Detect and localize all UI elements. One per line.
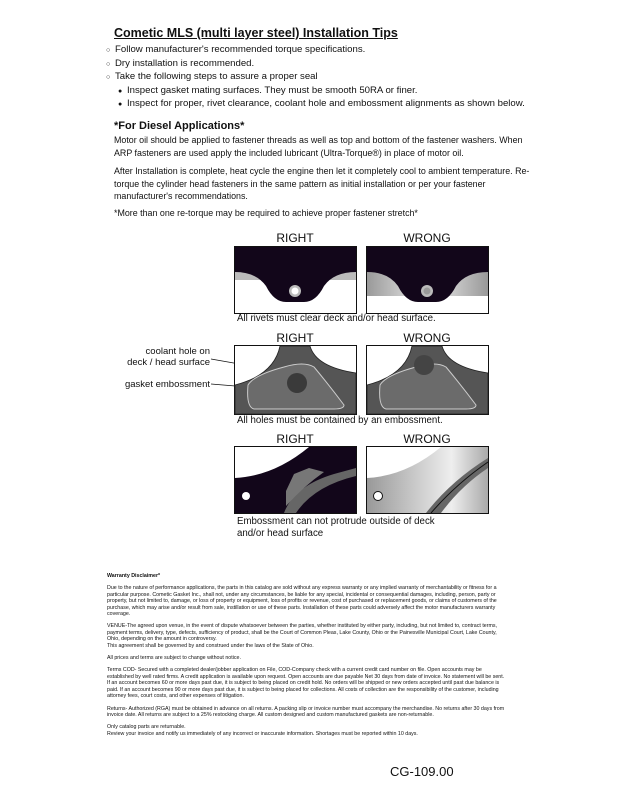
caption-embossment: Embossment can not protrude outside of deck and/or head surface [237,516,435,539]
embossment-wrong-diagram [366,446,489,514]
returnable-paragraph: Only catalog parts are returnable. Review your invoice and notify us immediately of any incorrect or inaccurate information. Shortages must be reported within 10 days. [107,724,418,737]
subtip-item: ● Inspect for proper, rivet clearance, coolant hole and embossment alignments as shown below. [118,98,525,110]
caption-rivets: All rivets must clear deck and/or head surface. [237,313,436,324]
tip-item: ○ Dry installation is recommended. [106,57,255,69]
label-right: RIGHT [276,231,314,245]
label-right: RIGHT [276,432,314,446]
tip-item: ○ Follow manufacturer's recommended torque specifications. [106,44,366,55]
coolant-wrong-diagram [366,345,489,415]
prices-paragraph: All prices and terms are subject to change without notice. [107,655,241,662]
rivet-right-diagram [234,246,357,314]
label-wrong: WRONG [403,331,451,345]
label-wrong: WRONG [403,432,451,446]
tips-list [106,44,525,112]
venue-paragraph: VENUE-The agreed upon venue, in the event of dispute whatsoever between the parties, whether instituted by either party, including, but not limited to, contract terms, payment terms, delivery, type, defects, sufficiency of product, shall be the Court of Common Pleas, Lake County, Ohio or the Painesville Municipal Court, Lake County, Ohio, depending on the amount in controversy. This agreement shall be governed by and construed under the laws of the State of Ohio. [107,623,498,649]
diesel-paragraph: Motor oil should be applied to fastener threads as well as top and bottom of the fastener washers. When ARP fasteners are used apply the included lubricant (Ultra-Torque®) in place of motor oil. [114,135,523,158]
callout-coolant-hole: coolant hole on deck / head surface [127,346,210,368]
diesel-note: *More than one re-torque may be required to achieve proper fastener stretch* [114,208,418,218]
terms-paragraph: Terms COD- Secured with a completed dealer/jobber application on File, COD-Company check with a current credit card number on file. Open accounts may be established by well rated firms. A credit application is available upon request. Open accounts are due payable Net 30 days from date of invoice. No statement will be sent. If an account becomes 60 or more days past due, it is subject to being placed on credit hold. No orders will be shipped or new orders accepted until past due balance is paid. If an account becomes 90 or more days past due, it is subject to being placed for collections. All costs of collection are the responsibility of the customer, including attorney fees, court costs, and other expenses of litigation. [107,667,505,700]
returns-paragraph: Returns- Authorized (RGA) must be obtained in advance on all returns. A packing slip or invoice number must accompany the merchandise. No returns after 30 days from invoice date. All returns are subject to a 25% restocking charge. All custom designed and custom manufactured gaskets are non-returnable. [107,705,505,718]
label-right: RIGHT [276,331,314,345]
embossment-right-diagram [234,446,357,514]
rivet-wrong-diagram [366,246,489,314]
callout-gasket-embossment: gasket embossment [124,379,210,390]
warranty-disclaimer [107,573,507,743]
document-id: CG-109.00 [390,764,454,779]
warranty-heading: Warranty Disclaimer* [107,573,161,579]
diesel-paragraph: After Installation is complete, heat cycle the engine then let it completely cool to ambient temperature. Re-torque the cylinder head fasteners in the same pattern as initial installation or per your fastener manufacturer's recommendations. [114,166,530,201]
warranty-paragraph: Due to the nature of performance applications, the parts in this catalog are sold without any express warranty or any implied warranty of merchantability or fitness for a particular purpose. Cometic Gasket Inc., shall not, under any circumstances, be liable for any special, incidental or consequential damages, including, person, party or property, but not limited to, damage, or loss of property or equipment, loss of profits or revenue, cost of purchased or replacement goods, or claims of customers of the purchase, which may arise and/or result from sale, instillation or use of these parts. Installation of these parts could adversely affect the motor manufacturers warranty coverage. [107,585,497,618]
page-title: Cometic MLS (multi layer steel) Installation Tips [114,26,398,40]
subtip-item: ● Inspect gasket mating surfaces. They must be smooth 50RA or finer. [118,84,418,96]
caption-holes: All holes must be contained by an embossment. [237,415,443,426]
diesel-heading: *For Diesel Applications* [114,120,245,132]
coolant-right-diagram [234,345,357,415]
tip-item: ○ Take the following steps to assure a proper seal [106,71,318,83]
label-wrong: WRONG [403,231,451,245]
